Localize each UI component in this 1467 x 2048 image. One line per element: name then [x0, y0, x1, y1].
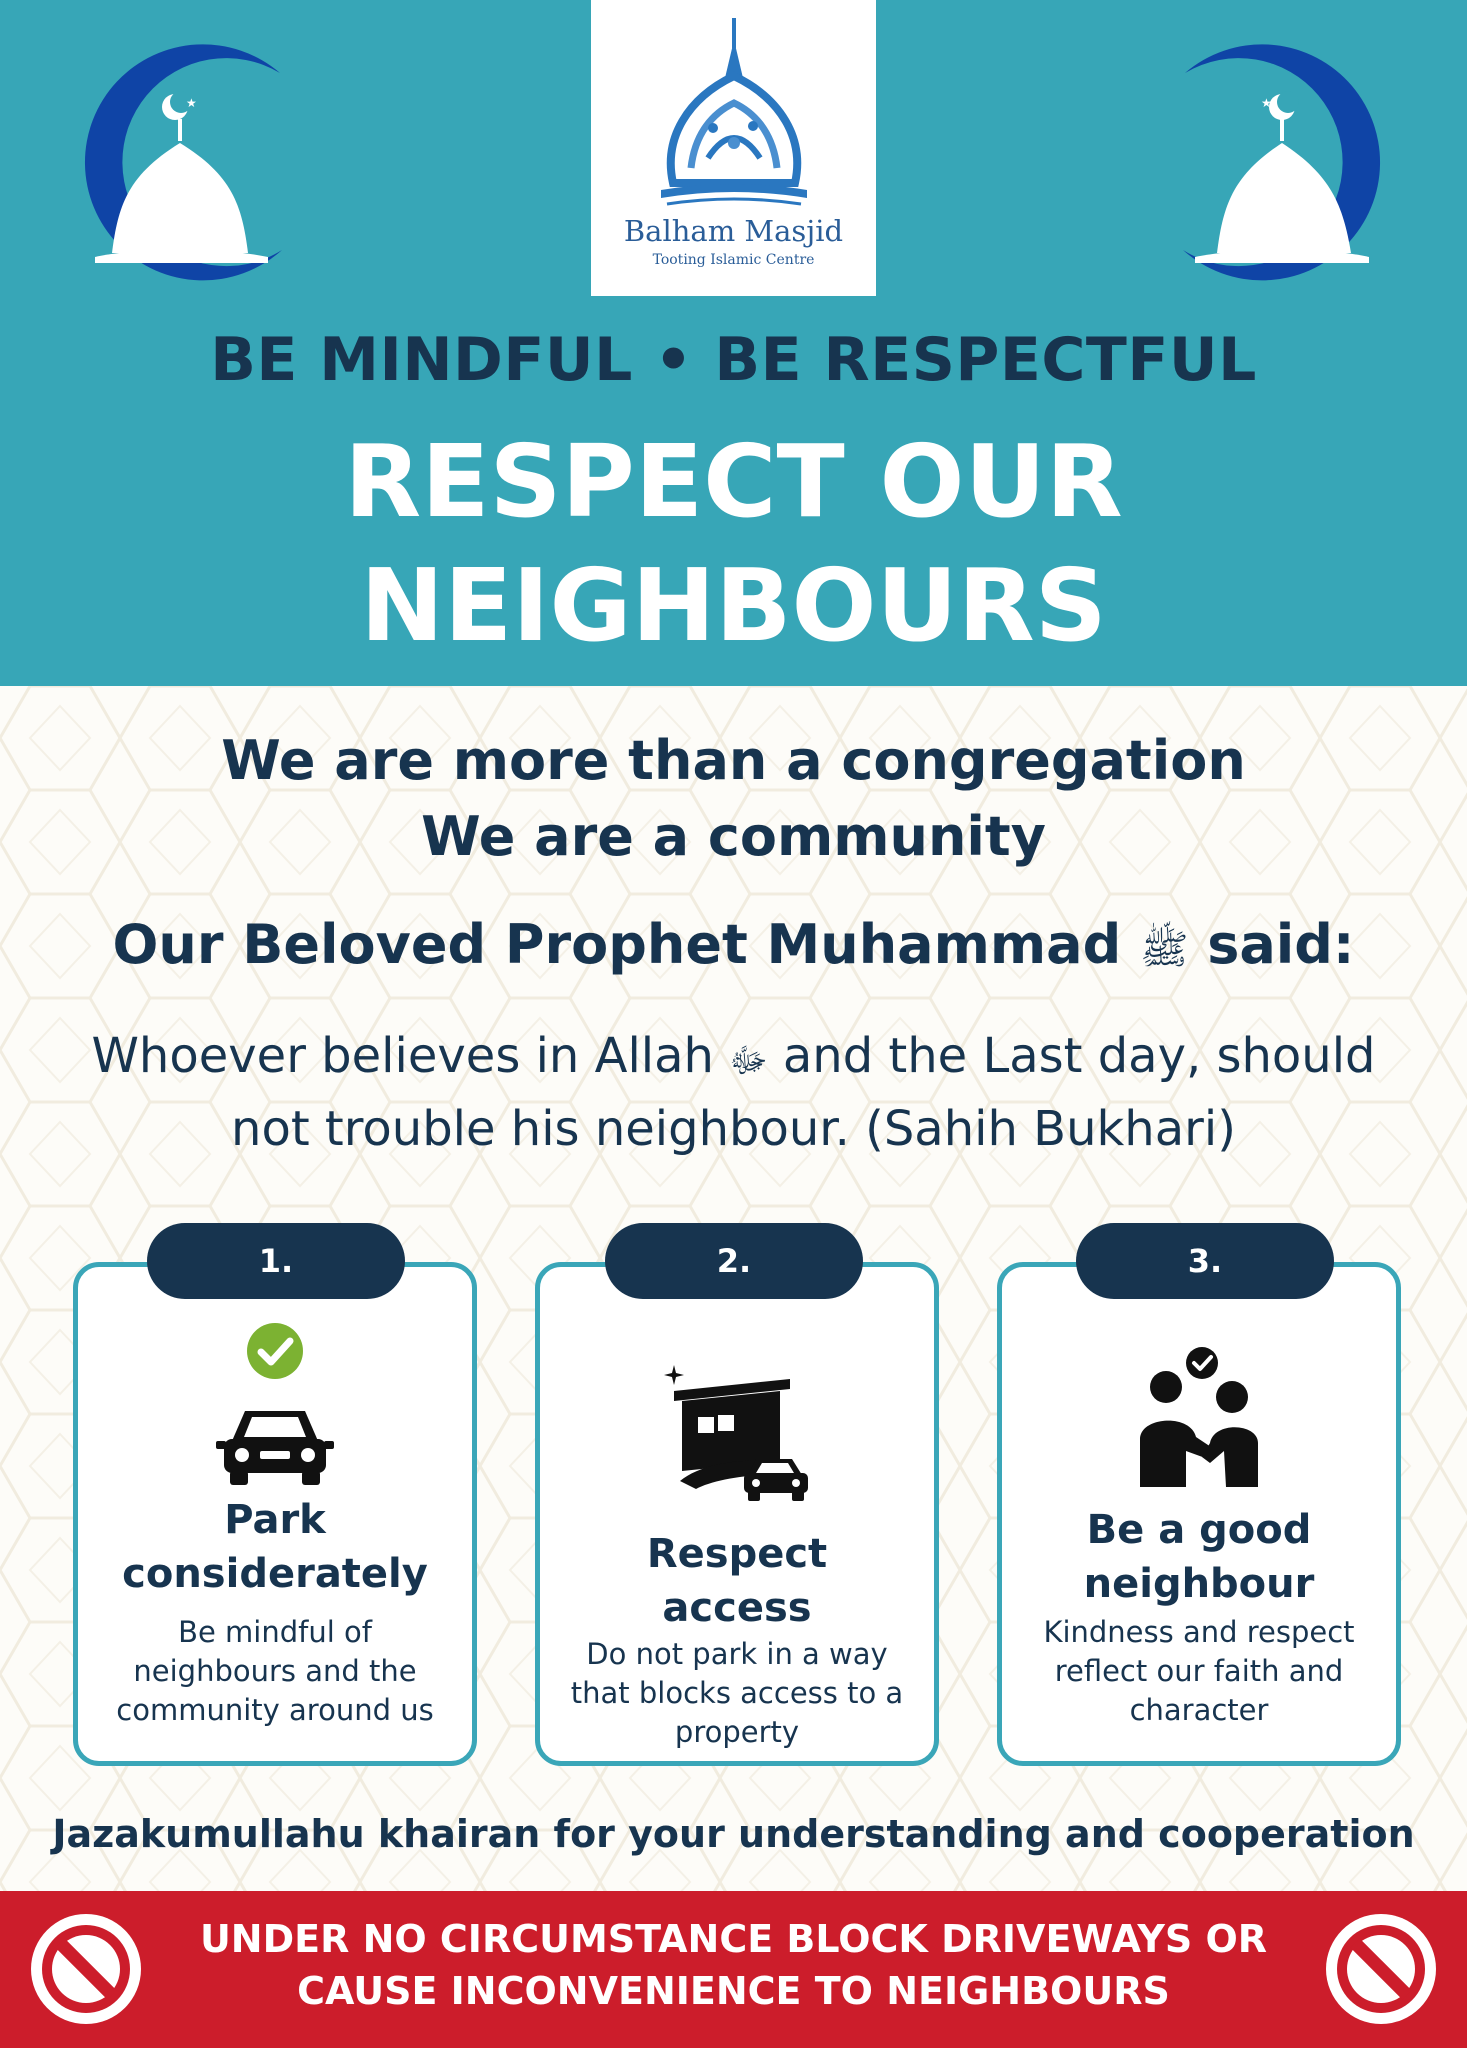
- warning-footer: [0, 1891, 1467, 2048]
- hadith-line1-before: Whoever believes in Allah: [91, 1028, 730, 1084]
- mosque-dome-icon: [50, 35, 310, 295]
- card-desc-line1: Be mindful of: [178, 1615, 372, 1649]
- thanks-message: Jazakumullahu khairan for your understanding and cooperation: [52, 1812, 1415, 1856]
- intro-line2: We are a community: [421, 805, 1046, 868]
- logo-subtitle: Tooting Islamic Centre: [652, 252, 815, 268]
- main-title: [0, 420, 1467, 668]
- card-description: [1014, 1613, 1384, 1730]
- tagline: BE MINDFUL • BE RESPECTFUL: [210, 325, 1257, 395]
- card-desc-line2: neighbours and the: [133, 1654, 417, 1688]
- tip-card-neighbour: [997, 1262, 1401, 1766]
- card-title-line1: Park: [224, 1497, 326, 1543]
- balham-masjid-logo: [591, 0, 876, 296]
- card-number-badge: 3.: [1076, 1223, 1334, 1299]
- card-title-line2: considerately: [122, 1551, 428, 1597]
- house-driveway-icon: [652, 1363, 822, 1533]
- card-description: [90, 1613, 460, 1730]
- card-title: [88, 1493, 462, 1601]
- hadith-line1-after: and the Last day, should: [767, 1028, 1376, 1084]
- card-desc-line3: character: [1129, 1693, 1269, 1727]
- mosque-dome-icon: [1155, 35, 1415, 295]
- card-title: [550, 1527, 924, 1635]
- intro-statement: [0, 723, 1467, 875]
- tip-card-access: [535, 1262, 939, 1766]
- card-desc-line3: property: [674, 1715, 800, 1749]
- warning-text: [140, 1913, 1327, 2017]
- card-desc-line3: community around us: [116, 1693, 434, 1727]
- warning-line1: UNDER NO CIRCUMSTANCE BLOCK DRIVEWAYS OR: [199, 1917, 1268, 1961]
- card-desc-line1: Kindness and respect: [1043, 1615, 1355, 1649]
- salawat-honorific: ﷺ: [1140, 927, 1189, 973]
- main-title-line2: NEIGHBOURS: [360, 547, 1107, 664]
- prophet-heading: [0, 913, 1467, 983]
- card-desc-line1: Do not park in a way: [586, 1637, 888, 1671]
- card-title: [1012, 1503, 1386, 1611]
- card-desc-line2: that blocks access to a: [570, 1676, 904, 1710]
- logo-name: Balham Masjid: [623, 214, 844, 248]
- jalla-jalaluhu-honorific: ﷻ: [729, 1041, 768, 1081]
- prophet-text-before: Our Beloved Prophet Muhammad: [112, 913, 1141, 976]
- header-banner: [0, 0, 1467, 686]
- card-number-badge: 2.: [605, 1223, 863, 1299]
- intro-line1: We are more than a congregation: [221, 729, 1246, 792]
- card-number-badge: 1.: [147, 1223, 405, 1299]
- card-desc-line2: reflect our faith and: [1054, 1654, 1344, 1688]
- calligraphy-dome-icon: [653, 18, 815, 218]
- card-description: [552, 1635, 922, 1752]
- no-entry-icon: [1323, 1911, 1439, 2027]
- card-title-line2: access: [662, 1585, 812, 1631]
- hadith-quote: [0, 1022, 1467, 1163]
- svg-text:★: ★: [1261, 96, 1272, 110]
- prophet-text-after: said:: [1188, 913, 1355, 976]
- car-icon: [190, 1323, 360, 1493]
- tip-card-park: [73, 1262, 477, 1766]
- main-title-line1: RESPECT OUR: [344, 423, 1123, 540]
- hadith-line2: not trouble his neighbour. (Sahih Bukhari): [231, 1101, 1236, 1157]
- no-entry-icon: [28, 1911, 144, 2027]
- card-title-line1: Be a good: [1086, 1507, 1312, 1553]
- card-title-line2: neighbour: [1083, 1561, 1315, 1607]
- warning-line2: CAUSE INCONVENIENCE TO NEIGHBOURS: [297, 1969, 1170, 2013]
- card-title-line1: Respect: [646, 1531, 828, 1577]
- handshake-people-icon: [1114, 1347, 1284, 1517]
- svg-text:★: ★: [186, 96, 197, 110]
